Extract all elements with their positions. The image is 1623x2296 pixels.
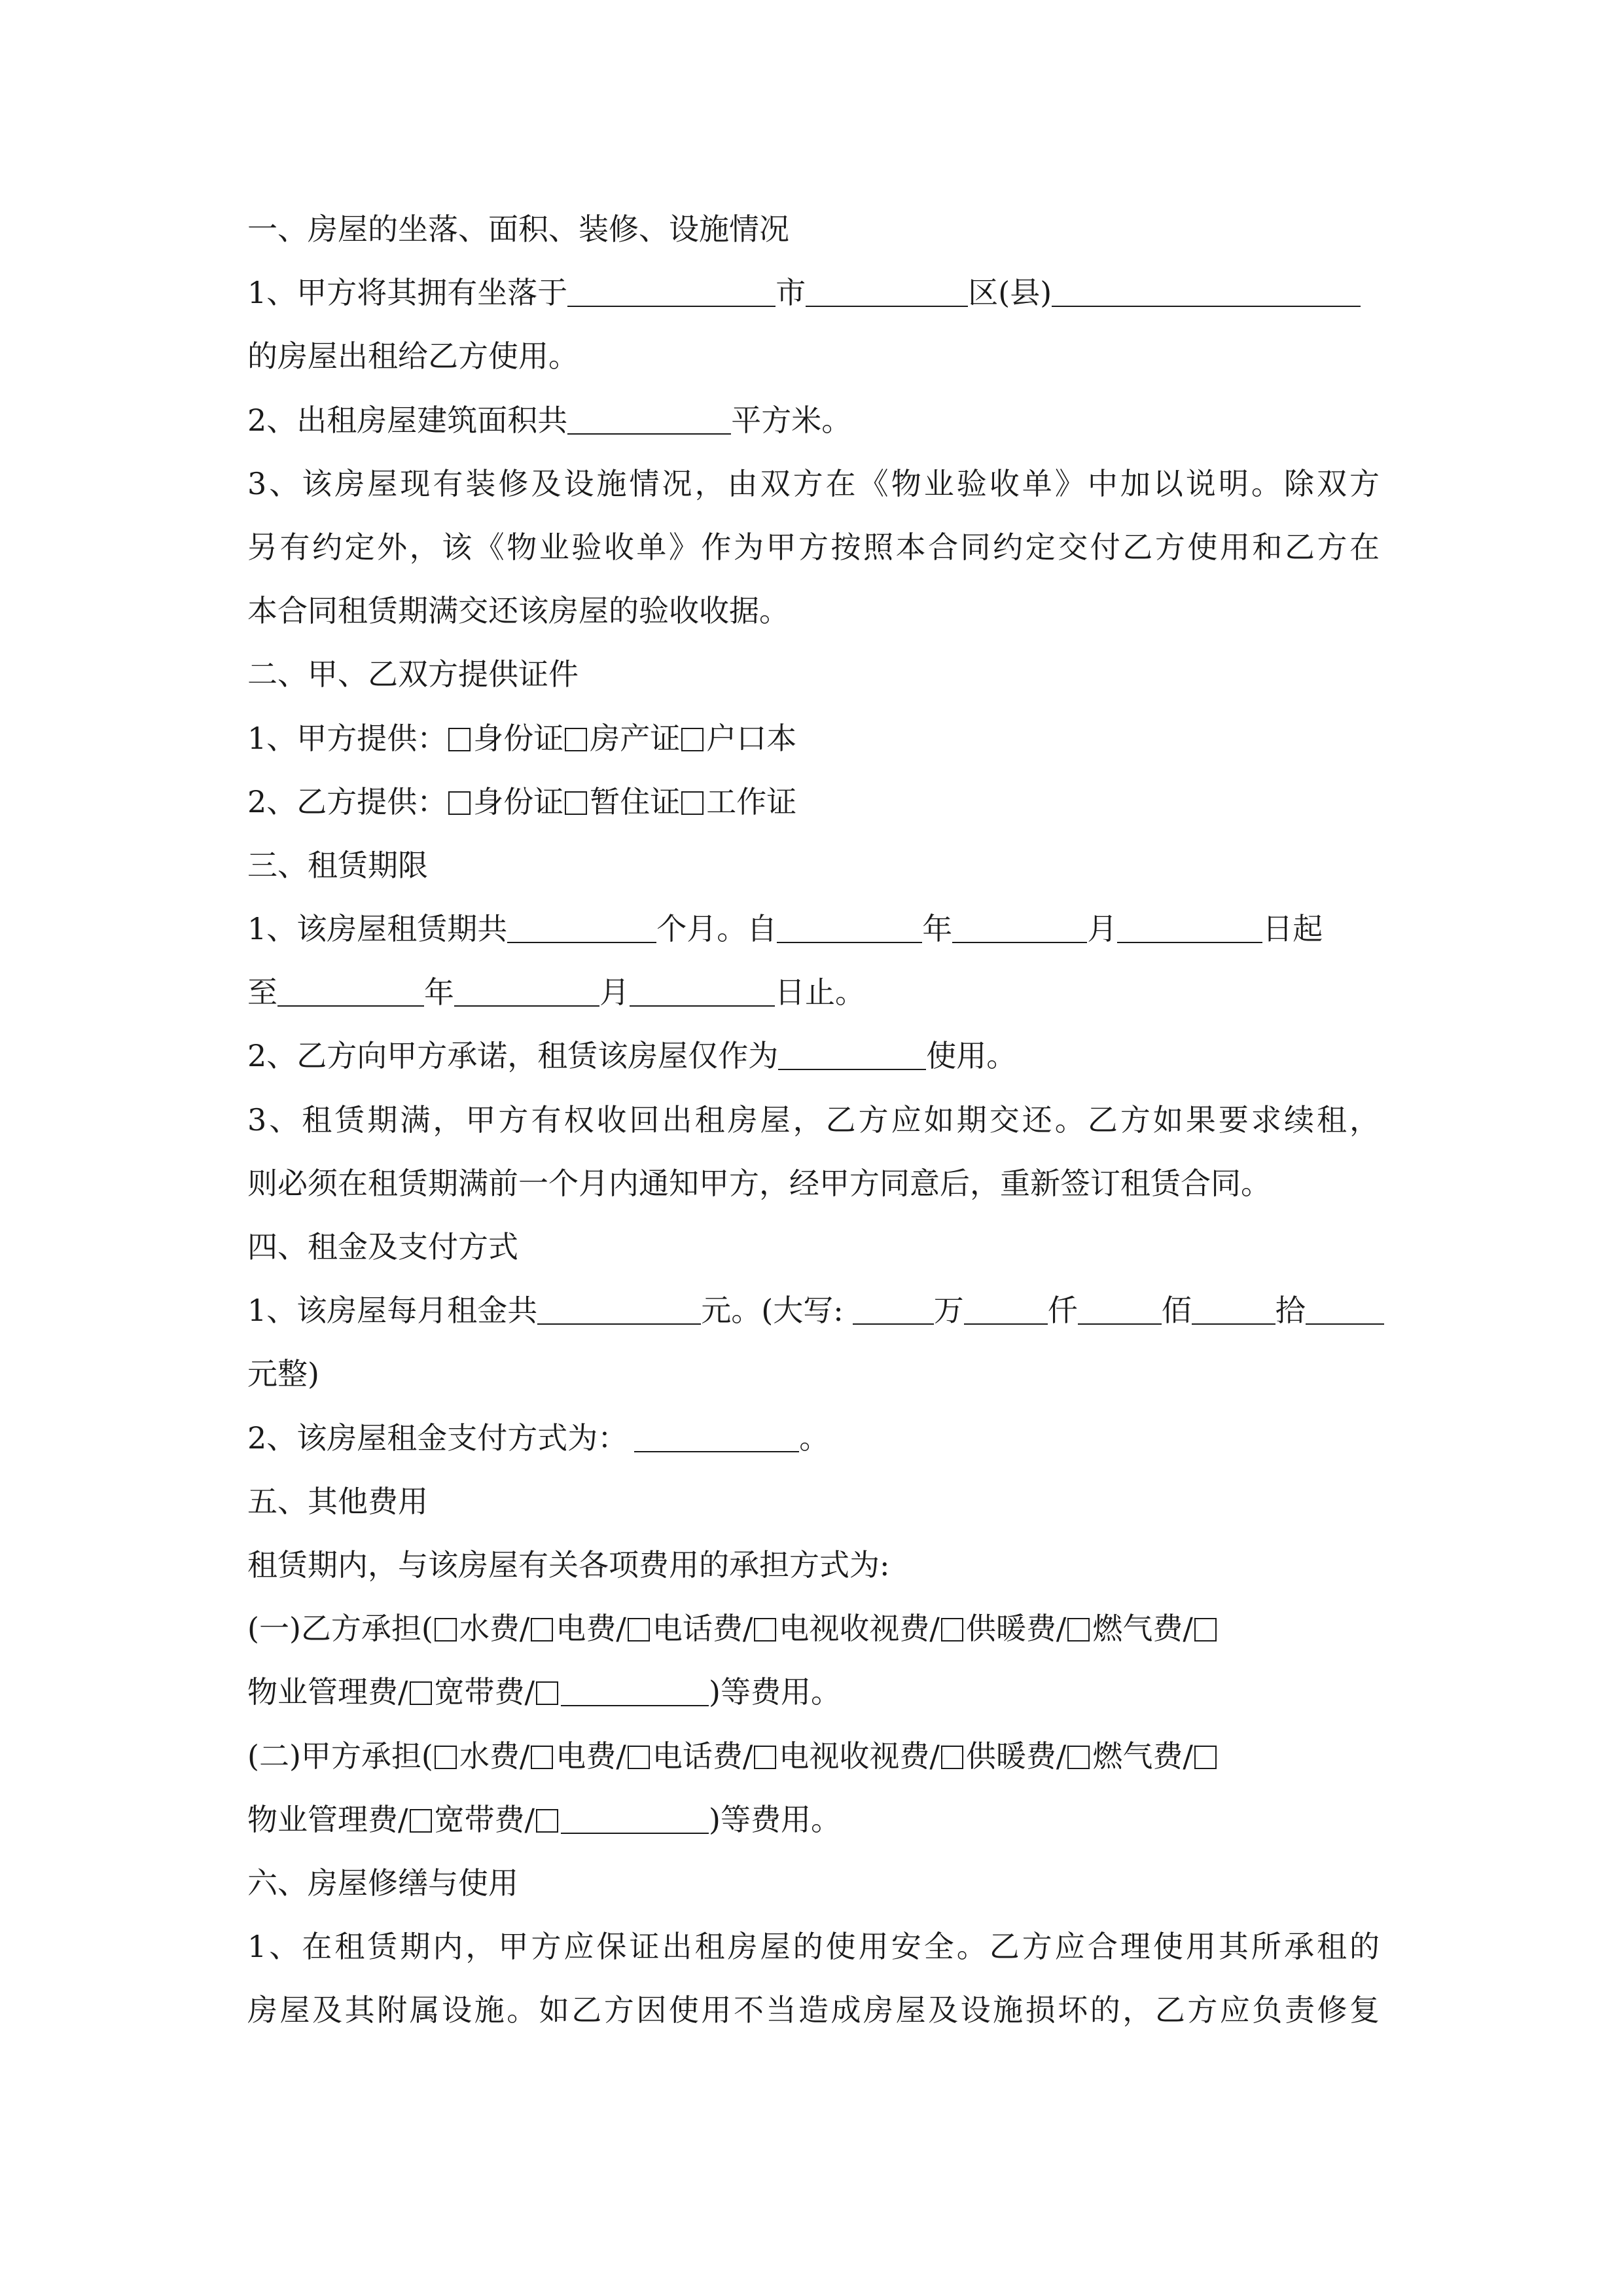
yuan-blank <box>1306 1289 1384 1325</box>
checkbox-broadband[interactable] <box>410 1809 432 1833</box>
clause-text: 房屋及其附属设施。如乙方因使用不当造成房屋及设施损坏的，乙方应负责修复 <box>247 1992 1380 2028</box>
end-month-blank <box>454 971 599 1007</box>
fee-label: 供暖费/ <box>965 1738 1067 1774</box>
start-year-blank <box>777 908 922 943</box>
clause-4-1-cont <box>247 1342 1380 1406</box>
option-label: 暂住证 <box>590 783 681 819</box>
section-6-title: 六、房屋修缮与使用 <box>247 1865 518 1901</box>
option-label: 身份证 <box>473 783 564 819</box>
checkbox-gas[interactable] <box>1067 1746 1090 1769</box>
fee-label: 物业管理费/ <box>247 1801 408 1837</box>
months-blank <box>507 908 656 943</box>
clause-2-2 <box>247 770 1380 834</box>
checkbox-other[interactable] <box>536 1681 558 1705</box>
section-1-title: 一、房屋的坐落、面积、装修、设施情况 <box>247 211 789 247</box>
end-day-blank <box>630 971 775 1007</box>
contract-body <box>247 198 1380 2042</box>
fee-label: 燃气费/ <box>1092 1611 1193 1647</box>
clause-text: 2、乙方提供： <box>247 783 448 819</box>
rent-blank <box>537 1289 701 1325</box>
clause-text: 2、乙方向甲方承诺，租赁该房屋仅作为 <box>247 1038 779 1074</box>
clause-6-1-line-1 <box>247 1915 1380 1979</box>
clause-text: 的房屋出租给乙方使用。 <box>247 338 579 374</box>
other-fee-blank <box>561 1671 709 1706</box>
clause-2-1 <box>247 707 1380 770</box>
qian-blank <box>964 1289 1048 1325</box>
start-month-blank <box>952 908 1087 943</box>
start-day-blank <box>1117 908 1262 943</box>
clause-text: 另有约定外，该《物业验收单》作为甲方按照本合同约定交付乙方使用和乙方在 <box>247 529 1380 565</box>
clause-text: (一)乙方承担( <box>247 1611 433 1647</box>
section-5-heading <box>247 1470 1380 1534</box>
clause-5-2-cont <box>247 1788 1380 1852</box>
clause-text: 3、租赁期满，甲方有权收回出租房屋，乙方应如期交还。乙方如果要求续租， <box>247 1102 1380 1138</box>
section-2-heading <box>247 643 1380 706</box>
checkbox-electricity[interactable] <box>531 1618 553 1641</box>
clause-text: 3、该房屋现有装修及设施情况，由双方在《物业验收单》中加以说明。除双方 <box>247 465 1380 501</box>
option-label: 房产证 <box>590 720 681 756</box>
checkbox-work-permit[interactable] <box>681 791 704 815</box>
clause-1-2 <box>247 389 1380 452</box>
checkbox-tv[interactable] <box>754 1618 776 1641</box>
clause-text: 仟 <box>1047 1293 1078 1329</box>
clause-5-1 <box>247 1597 1380 1660</box>
clause-text: 1、甲方提供： <box>247 720 448 756</box>
checkbox-tv[interactable] <box>754 1746 776 1769</box>
checkbox-heating[interactable] <box>941 1746 963 1769</box>
fee-label: 宽带费/ <box>434 1801 535 1837</box>
clause-3-1-cont <box>247 961 1380 1024</box>
checkbox-household-reg[interactable] <box>681 728 704 751</box>
clause-text: 佰 <box>1161 1293 1192 1329</box>
clause-text: 平方米。 <box>731 402 852 438</box>
clause-text: 2、该房屋租金支付方式为： <box>247 1420 628 1456</box>
clause-3-3-line-2 <box>247 1152 1380 1215</box>
fee-label: 电费/ <box>556 1611 626 1647</box>
checkbox-property-cert[interactable] <box>565 728 587 751</box>
clause-text: 月 <box>1087 911 1118 947</box>
clause-text: 万 <box>933 1293 964 1329</box>
clause-text: 1、该房屋每月租金共 <box>247 1293 538 1329</box>
clause-5-2 <box>247 1725 1380 1788</box>
clause-1-1-cont <box>247 325 1380 388</box>
fee-label: 电费/ <box>556 1738 626 1774</box>
fee-label: 水费/ <box>459 1738 530 1774</box>
fee-label: 电话费/ <box>652 1738 753 1774</box>
section-3-title: 三、租赁期限 <box>247 847 428 883</box>
clause-1-1 <box>247 261 1380 325</box>
clause-text: 。 <box>799 1420 830 1456</box>
district-blank <box>806 272 968 307</box>
checkbox-electricity[interactable] <box>531 1746 553 1769</box>
clause-5-intro <box>247 1534 1380 1597</box>
clause-text: 1、该房屋租赁期共 <box>247 911 508 947</box>
clause-text: )等费用。 <box>709 1801 841 1837</box>
section-4-heading <box>247 1215 1380 1279</box>
checkbox-other[interactable] <box>536 1809 558 1833</box>
clause-text: 2、出租房屋建筑面积共 <box>247 402 568 438</box>
clause-text: 个月。自 <box>656 911 777 947</box>
clause-text: 日起 <box>1262 911 1323 947</box>
fee-label: 电视收视费/ <box>779 1611 940 1647</box>
other-fee-blank <box>561 1799 709 1834</box>
clause-text: 元。(大写: <box>701 1293 844 1329</box>
clause-text: 1、甲方将其拥有坐落于 <box>247 275 568 311</box>
area-blank <box>567 399 731 435</box>
clause-text: 1、在租赁期内，甲方应保证出租房屋的使用安全。乙方应合理使用其所承租的 <box>247 1929 1380 1965</box>
section-2-title: 二、甲、乙双方提供证件 <box>247 656 579 692</box>
clause-text: 拾 <box>1275 1293 1306 1329</box>
fee-label: 燃气费/ <box>1092 1738 1193 1774</box>
option-label: 工作证 <box>706 783 797 819</box>
clause-text: )等费用。 <box>709 1674 841 1710</box>
clause-text: 市 <box>776 275 806 311</box>
clause-3-1 <box>247 897 1380 961</box>
clause-text: (二)甲方承担( <box>247 1738 433 1774</box>
usage-blank <box>778 1035 926 1070</box>
clause-4-2 <box>247 1407 1380 1470</box>
fee-label: 电话费/ <box>652 1611 753 1647</box>
clause-1-3-line-3 <box>247 579 1380 643</box>
clause-text: 本合同租赁期满交还该房屋的验收收据。 <box>247 593 789 629</box>
checkbox-id-card[interactable] <box>448 728 471 751</box>
clause-text: 至 <box>247 975 277 1011</box>
checkbox-temp-residence[interactable] <box>565 791 587 815</box>
address-blank <box>1052 272 1361 307</box>
clause-text: 年 <box>922 911 953 947</box>
checkbox-water[interactable] <box>435 1746 457 1769</box>
clause-text: 元整) <box>247 1356 319 1392</box>
clause-1-3-line-1 <box>247 452 1380 516</box>
clause-text: 则必须在租赁期满前一个月内通知甲方，经甲方同意后，重新签订租赁合同。 <box>247 1165 1271 1201</box>
wan-blank <box>853 1289 934 1325</box>
section-5-title: 五、其他费用 <box>247 1483 428 1519</box>
fee-label: 电视收视费/ <box>779 1738 940 1774</box>
clause-1-3-line-2 <box>247 516 1380 579</box>
clause-text: 使用。 <box>926 1038 1017 1074</box>
clause-3-3-line-1 <box>247 1088 1380 1152</box>
checkbox-heating[interactable] <box>941 1618 963 1641</box>
option-label: 身份证 <box>473 720 564 756</box>
fee-label: 供暖费/ <box>965 1611 1067 1647</box>
checkbox-management[interactable] <box>1194 1746 1217 1769</box>
checkbox-gas[interactable] <box>1067 1618 1090 1641</box>
fee-label: 物业管理费/ <box>247 1674 408 1710</box>
clause-4-1 <box>247 1279 1380 1342</box>
fee-label: 宽带费/ <box>434 1674 535 1710</box>
fee-label: 水费/ <box>459 1611 530 1647</box>
checkbox-broadband[interactable] <box>410 1681 432 1705</box>
checkbox-water[interactable] <box>435 1618 457 1641</box>
city-blank <box>567 272 776 307</box>
option-label: 户口本 <box>706 720 797 756</box>
checkbox-phone[interactable] <box>628 1746 650 1769</box>
clause-6-1-line-2 <box>247 1979 1380 2042</box>
clause-3-2 <box>247 1024 1380 1088</box>
section-1-heading <box>247 198 1380 261</box>
section-6-heading <box>247 1852 1380 1915</box>
clause-text: 年 <box>424 975 454 1011</box>
checkbox-management[interactable] <box>1194 1618 1217 1641</box>
checkbox-phone[interactable] <box>628 1618 650 1641</box>
section-3-heading <box>247 834 1380 897</box>
clause-text: 租赁期内，与该房屋有关各项费用的承担方式为: <box>247 1547 890 1583</box>
clause-5-1-cont <box>247 1660 1380 1724</box>
bai-blank <box>1078 1289 1162 1325</box>
end-year-blank <box>277 971 424 1007</box>
shi-blank <box>1192 1289 1275 1325</box>
clause-text: 区(县) <box>968 275 1052 311</box>
payment-method-blank <box>634 1417 799 1452</box>
checkbox-id-card[interactable] <box>448 791 471 815</box>
clause-text: 月 <box>599 975 630 1011</box>
section-4-title: 四、租金及支付方式 <box>247 1229 518 1265</box>
clause-text: 日止。 <box>775 975 865 1011</box>
